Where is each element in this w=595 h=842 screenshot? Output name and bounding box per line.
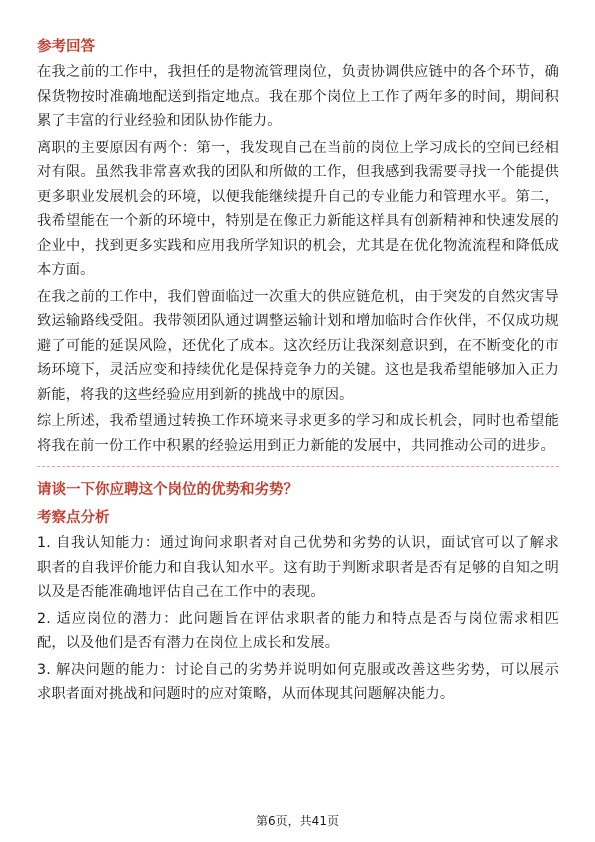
reference-paragraph: 在我之前的工作中，我担任的是物流管理岗位，负责协调供应链中的各个环节，确保货物按时准确地配送到指定地点。我在那个岗位上工作了两年多的时间，期间积累了丰富的行业经验和团队协作能力。 bbox=[37, 64, 559, 129]
analysis-point: 1. 自我认知能力：通过询问求职者对自己优势和劣势的认识，面试官可以了解求职者的自我评价能力和自我认知水平。这有助于判断求职者是否有足够的自知之明以及是否能准确地评估自己在工作中的表现。 bbox=[37, 535, 559, 600]
reference-paragraph: 离职的主要原因有两个：第一，我发现自己在当前的岗位上学习成长的空间已经相对有限。虽然我非常喜欢我的团队和所做的工作，但我感到我需要寻找一个能提供更多职业发展机会的环境，以便我能继续提升自己的专业能力和管理水平。第二，我希望能在一个新的环境中，特别是在像正力新能这样具有创新精神和快速发展的企业中，找到更多实践和应用我所学知识的机会，尤其是在优化物流流程和降低成本方面。 bbox=[37, 139, 559, 278]
reference-paragraph: 综上所述，我希望通过转换工作环境来寻求更多的学习和成长机会，同时也希望能将我在前一份工作中积累的经验运用到正力新能的发展中，共同推动公司的进步。 bbox=[37, 413, 559, 454]
analysis-point: 2. 适应岗位的潜力：此问题旨在评估求职者的能力和特点是否与岗位需求相匹配，以及他们是否有潜力在岗位上成长和发展。 bbox=[37, 610, 559, 651]
reference-answer-heading: 参考回答 bbox=[37, 39, 95, 55]
document-page bbox=[37, 36, 559, 709]
analysis-heading: 考察点分析 bbox=[37, 510, 110, 526]
interview-question: 请谈一下你应聘这个岗位的优势和劣势？ bbox=[37, 482, 298, 498]
page-number: 第6页，共41页 bbox=[256, 814, 339, 828]
reference-paragraph: 在我之前的工作中，我们曾面临过一次重大的供应链危机，由于突发的自然灾害导致运输路线受阻。我带领团队通过调整运输计划和增加临时合作伙伴，不仅成功规避了可能的延误风险，还优化了成本。这次经历让我深刻意识到，在不断变化的市场环境下，灵活应变和持续优化是保持竞争力的关键。这也是我希望能够加入正力新能，将我的这些经验应用到新的挑战中的原因。 bbox=[37, 288, 559, 403]
analysis-point: 3. 解决问题的能力：讨论自己的劣势并说明如何克服或改善这些劣势，可以展示求职者面对挑战和问题时的应对策略，从而体现其问题解决能力。 bbox=[37, 661, 559, 702]
section-divider bbox=[37, 466, 559, 467]
